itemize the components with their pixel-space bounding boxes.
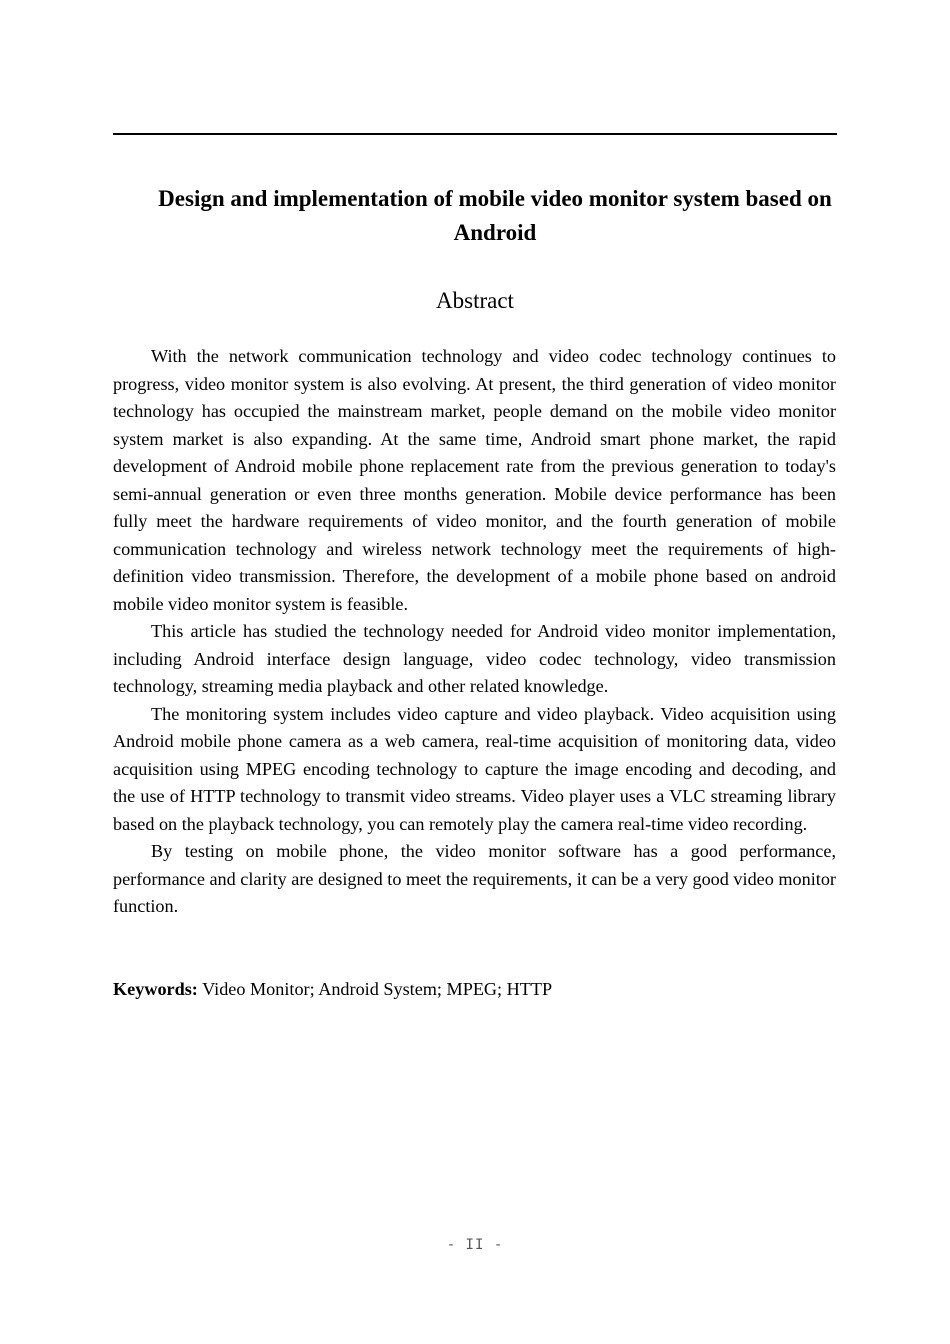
abstract-paragraph: This article has studied the technology needed for Android video monitor implementation, including Android interface design language, video codec technology, video transmission technology, streaming media playback and other related knowledge. (113, 621, 836, 696)
header-rule (113, 133, 837, 135)
abstract-paragraph: By testing on mobile phone, the video monitor software has a good performance, performance and clarity are designed to meet the requirements, it can be a very good video monitor function. (113, 841, 836, 916)
abstract-body (113, 343, 836, 921)
abstract-paragraph: The monitoring system includes video capture and video playback. Video acquisition using Android mobile phone camera as a web camera, real-time acquisition of monitoring data, video acquisition using MPEG encoding technology to capture the image encoding and decoding, and the use of HTTP technology to transmit video streams. Video player uses a VLC streaming library based on the playback technology, you can remotely play the camera real-time video recording. (113, 703, 836, 834)
keywords-label: Keywords: (113, 979, 198, 999)
paper-title: Design and implementation of mobile video monitor system based on Android (158, 186, 832, 245)
page-number: - II - (446, 1237, 504, 1253)
keywords (113, 976, 552, 1004)
abstract-paragraph: With the network communication technology and video codec technology continues to progress, video monitor system is also evolving. At present, the third generation of video monitor technology has occupied the mainstream market, people demand on the mobile video monitor system market is also expanding. At the same time, Android smart phone market, the rapid development of Android mobile phone replacement rate from the previous generation to today's semi-annual generation or even three months generation. Mobile device performance has been fully meet the hardware requirements of video monitor, and the fourth generation of mobile communication technology and wireless network technology meet the requirements of high-definition video transmission. Therefore, the development of a mobile phone based on android mobile video monitor system is feasible. (113, 346, 836, 614)
keywords-value: Video Monitor; Android System; MPEG; HTTP (197, 979, 553, 999)
abstract-heading: Abstract (436, 288, 514, 313)
